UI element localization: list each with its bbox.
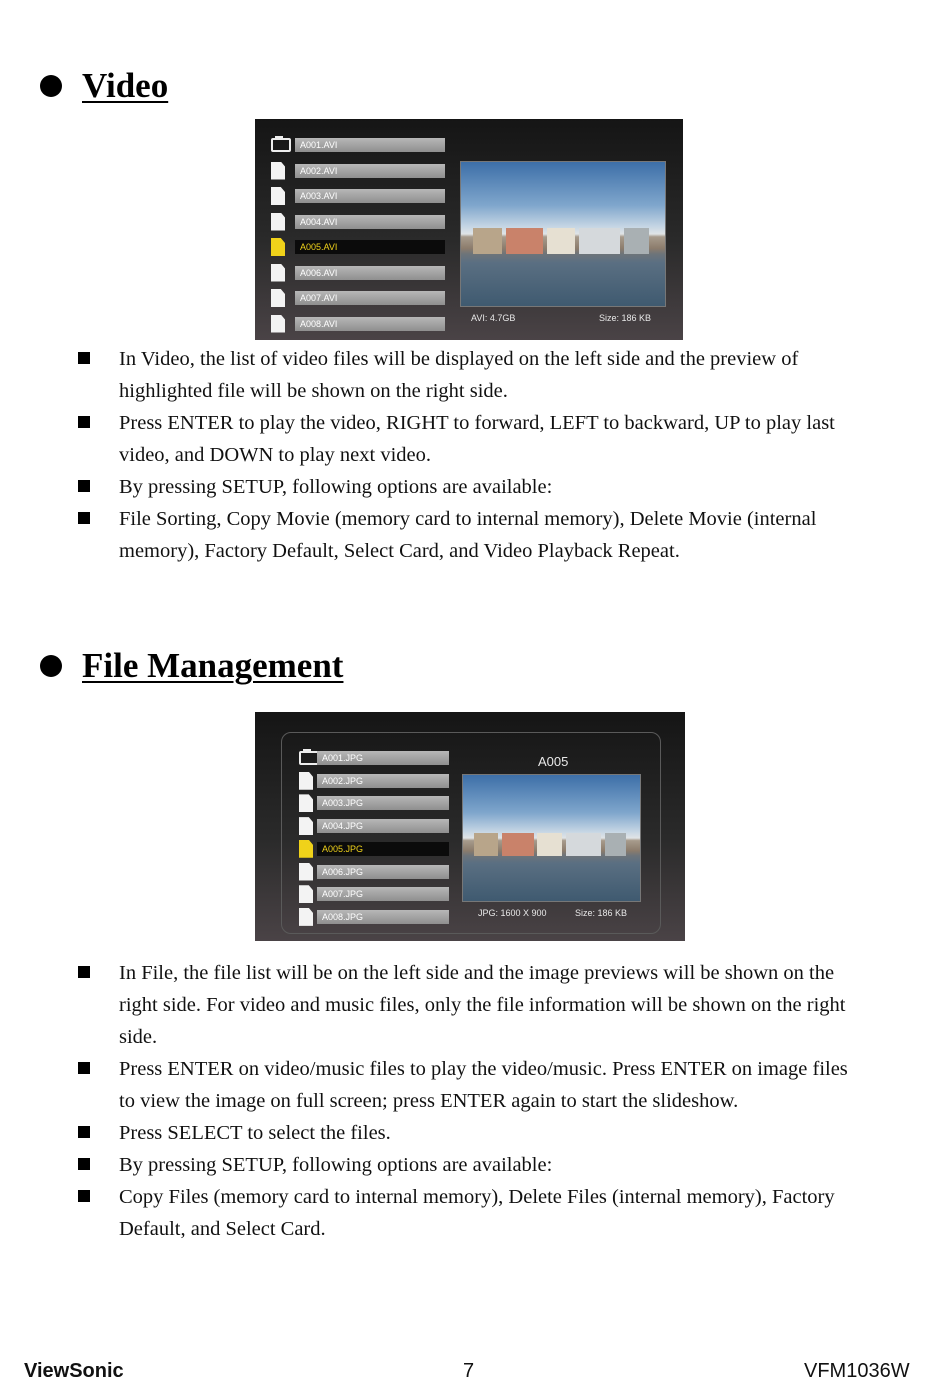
- video-heading: [40, 66, 168, 106]
- file-management-heading: [40, 646, 343, 686]
- bullet-item: [78, 1149, 858, 1181]
- square-bullet-icon: [78, 1158, 90, 1170]
- bullet-text: Copy Files (memory card to internal memory), Delete Files (internal memory), Factory Default, and Select Card.: [119, 1186, 835, 1240]
- file-list-item[interactable]: A007.JPG: [317, 887, 449, 901]
- file-preview-title: A005: [538, 754, 569, 769]
- square-bullet-icon: [78, 1190, 90, 1202]
- file-type-info: JPG: 1600 X 900: [478, 908, 547, 918]
- file-list-item[interactable]: A001.JPG: [317, 751, 449, 765]
- bullet-text: Press SELECT to select the files.: [119, 1122, 391, 1144]
- square-bullet-icon: [78, 352, 90, 364]
- file-icon: [299, 840, 313, 858]
- bullet-item: [78, 407, 858, 471]
- file-list-item[interactable]: A002.AVI: [295, 164, 445, 178]
- bullet-dot: [40, 75, 62, 97]
- square-bullet-icon: [78, 512, 90, 524]
- footer-brand: ViewSonic: [24, 1360, 124, 1382]
- file-icon: [271, 264, 285, 282]
- bullet-text: By pressing SETUP, following options are available:: [119, 1154, 553, 1176]
- video-heading-text: Video: [82, 66, 169, 105]
- bullet-item: [78, 1181, 858, 1245]
- file-icon: [299, 794, 313, 812]
- file-icon: [271, 315, 285, 333]
- bullet-item: [78, 1117, 858, 1149]
- file-preview-image: [462, 774, 641, 902]
- square-bullet-icon: [78, 1062, 90, 1074]
- file-list-item[interactable]: A006.JPG: [317, 865, 449, 879]
- bullet-text: File Sorting, Copy Movie (memory card to internal memory), Delete Movie (internal memory), Factory Default, Select Card, and Video Playback Repeat.: [119, 508, 817, 562]
- file-icon: [271, 213, 285, 231]
- file-size-info: Size: 186 KB: [575, 908, 628, 918]
- folder-icon: [271, 136, 293, 152]
- file-icon: [299, 863, 313, 881]
- file-management-heading-text: File Management: [82, 646, 344, 685]
- file-list-item[interactable]: A008.AVI: [295, 317, 445, 331]
- file-list-item[interactable]: A004.AVI: [295, 215, 445, 229]
- file-list-item[interactable]: A007.AVI: [295, 291, 445, 305]
- bullet-item: [78, 1053, 858, 1117]
- file-icon: [271, 289, 285, 307]
- bullet-text: In File, the file list will be on the left side and the image previews will be shown on the right side. For video and music files, only the file information will be shown on the right side.: [119, 962, 846, 1048]
- bullet-item: [78, 343, 858, 407]
- file-icon: [299, 908, 313, 926]
- file-list-item[interactable]: A002.JPG: [317, 774, 449, 788]
- video-browser-screenshot: [255, 119, 683, 340]
- video-bullet-list: [78, 343, 858, 567]
- file-list-item[interactable]: A006.AVI: [295, 266, 445, 280]
- file-list-item[interactable]: A005.AVI: [295, 240, 445, 254]
- video-preview-image: [460, 161, 666, 307]
- file-list-item[interactable]: A003.AVI: [295, 189, 445, 203]
- footer-page-number: 7: [463, 1360, 475, 1382]
- bullet-text: In Video, the list of video files will be displayed on the left side and the preview of highlighted file will be shown on the right side.: [119, 348, 799, 402]
- bullet-text: Press ENTER on video/music files to play the video/music. Press ENTER on image files to view the image on full screen; press ENTER again to start the slideshow.: [119, 1058, 848, 1112]
- bullet-item: [78, 503, 858, 567]
- bullet-item: [78, 957, 858, 1053]
- video-file-type-info: AVI: 4.7GB: [471, 313, 516, 323]
- square-bullet-icon: [78, 480, 90, 492]
- file-icon: [299, 772, 313, 790]
- square-bullet-icon: [78, 1126, 90, 1138]
- square-bullet-icon: [78, 416, 90, 428]
- file-icon: [299, 885, 313, 903]
- bullet-dot: [40, 655, 62, 677]
- file-browser-screenshot: [255, 712, 685, 941]
- file-icon: [271, 162, 285, 180]
- bullet-item: [78, 471, 858, 503]
- bullet-text: Press ENTER to play the video, RIGHT to forward, LEFT to backward, UP to play last video, and DOWN to play next video.: [119, 412, 835, 466]
- file-list-item[interactable]: A003.JPG: [317, 796, 449, 810]
- file-list-item[interactable]: A004.JPG: [317, 819, 449, 833]
- file-icon: [271, 238, 285, 256]
- square-bullet-icon: [78, 966, 90, 978]
- video-file-size-info: Size: 186 KB: [599, 313, 652, 323]
- file-icon: [271, 187, 285, 205]
- file-icon: [299, 817, 313, 835]
- file-list-item[interactable]: A008.JPG: [317, 910, 449, 924]
- file-management-bullet-list: [78, 957, 858, 1245]
- file-list-item[interactable]: A005.JPG: [317, 842, 449, 856]
- bullet-text: By pressing SETUP, following options are available:: [119, 476, 553, 498]
- footer-model: VFM1036W: [804, 1360, 910, 1382]
- file-list-item[interactable]: A001.AVI: [295, 138, 445, 152]
